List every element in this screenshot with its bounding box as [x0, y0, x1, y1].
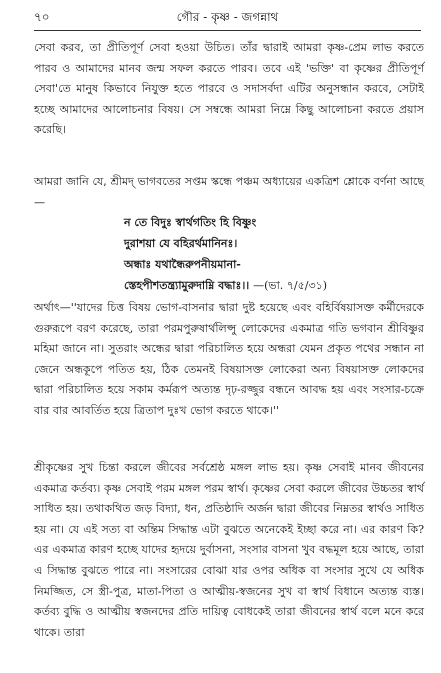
- page-number: ৭০: [34, 10, 50, 24]
- verse-line-1: ন তে বিদুঃ স্বার্থগতিং হি বিষ্ণুং: [124, 216, 257, 229]
- verse-line-3: অন্ধাঃ যথান্ধৈরুপনীয়মানা-: [124, 258, 241, 271]
- header-divider: [34, 30, 421, 31]
- running-title: গৌর - কৃষ্ণ - জগন্নাথ: [176, 10, 279, 24]
- paragraph-verse-meaning: অর্থাৎ—''যাদের চিত্ত বিষয় ভোগ-বাসনার দ্বারা দুষ্ট হয়েছে এবং বহির্বিষয়াসক্ত কর্মীদেরকে গুরুরূপে বরণ করেছে, তারা পরমপুরুষার্থলিপ্সু লোকেদের একমাত্র গতি ভগবান শ্রীবিষ্ণুর মহিমা জানে না। সুতরাং অন্ধের দ্বারা পরিচালিত হয়ে অন্ধরা যেমন প্রকৃত পথের সন্ধান না জেনে অন্ধকূপে পতিত হয়, ঠিক তেমনই বিষয়াসক্ত লোকেরা অন্য বিষয়াসক্ত লোকদের দ্বারা পরিচালিত হয়ে সকাম কর্মরূপ অত্যন্ত দৃঢ়-রজ্জুর বন্ধনে আবদ্ধ হয় এবং সংসার-চক্রে বার বার আবর্তিত হয়ে ত্রিতাপ দুঃখ ভোগ করতে থাকে।'': [34, 301, 424, 417]
- paragraph-krishna-service: শ্রীকৃষ্ণের সুখ চিন্তা করলে জীবের সর্বশ্রেষ্ঠ মঙ্গল লাভ হয়। কৃষ্ণ সেবাই মানব জীবনের একমাত্র কর্তব্য। কৃষ্ণ সেবাই পরম মঙ্গল পরম স্বার্থ। কৃষ্ণের সেবা করলে জীবের উচ্চতর স্বার্থ সাধিত হয়। তথাকথিত জড় বিদ্যা, ধন, প্রতিষ্ঠাদি অর্জন দ্বারা জীবের নিম্নতর স্বার্থও সাধিত হয় না। যে এই সত্য বা অন্তিম সিদ্ধান্ত এটা বুঝতে অনেকেই ইচ্ছা করে না। এর কারণ কি? এর একমাত্র কারণ হচ্ছে যাদের হৃদয়ে দুর্বাসনা, সংসার বাসনা খুব বদ্ধমূল হয়ে আছে, তারা এ সিদ্ধান্ত বুঝতে পারে না। সংসারের বোঝা যার ওপর অধিক বা সংসার সুখে যে অধিক নিমজ্জিত, সে স্ত্রী-পুত্র, মাতা-পিতা ও আত্মীয়-স্বজনের সুখ বা স্বার্থ বিধানে অত্যন্ত ব্যস্ত। কর্তব্য বুদ্ধি ও আত্মীয় স্বজনদের প্রতি দায়িত্ব বোধকেই তারা জীবনের স্বার্থ বলে মনে করে থাকে। তারা: [34, 461, 424, 639]
- verse-reference: —(ভা. ৭/৫/৩১): [253, 279, 328, 292]
- verse-line-2: দুরাশয়া যে বহিরর্থমানিনঃ।: [124, 237, 238, 250]
- running-header: [34, 8, 421, 26]
- verse-line-4: [124, 275, 424, 296]
- paragraph-bhagavatam-reference: আমরা জানি যে, শ্রীমদ্ ভাগবতের সপ্তম স্কন্ধে পঞ্চম অধ্যায়ের একত্রিশ শ্লোকে বর্ণনা আছে—: [34, 175, 424, 209]
- verse-line-4-text: স্তেহপীশতন্ত্র্যামুরুদাম্নি বদ্ধাঃ।।: [124, 279, 250, 292]
- sanskrit-verse: [124, 212, 424, 296]
- paragraph-intro: সেবা করব, তা প্রীতিপূর্ণ সেবা হওয়া উচিত। তাঁর দ্বারাই আমরা কৃষ্ণ-প্রেম লাভ করতে পারব ও আমাদের মানব জন্ম সফল করতে পারব। তবে এই 'ভক্তি' বা কৃষ্ণের প্রীতিপূর্ণ সেবা'তে মানুষ কিভাবে নিযুক্ত হতে পারবে ও সদাসর্বদা এটির অনুসন্ধান করবে, সেটাই হচ্ছে আমাদের আলোচনার বিষয়। সে সম্বন্ধে আমরা নিম্নে কিছু আলোচনা করতে প্রয়াস করেছি।: [34, 41, 424, 137]
